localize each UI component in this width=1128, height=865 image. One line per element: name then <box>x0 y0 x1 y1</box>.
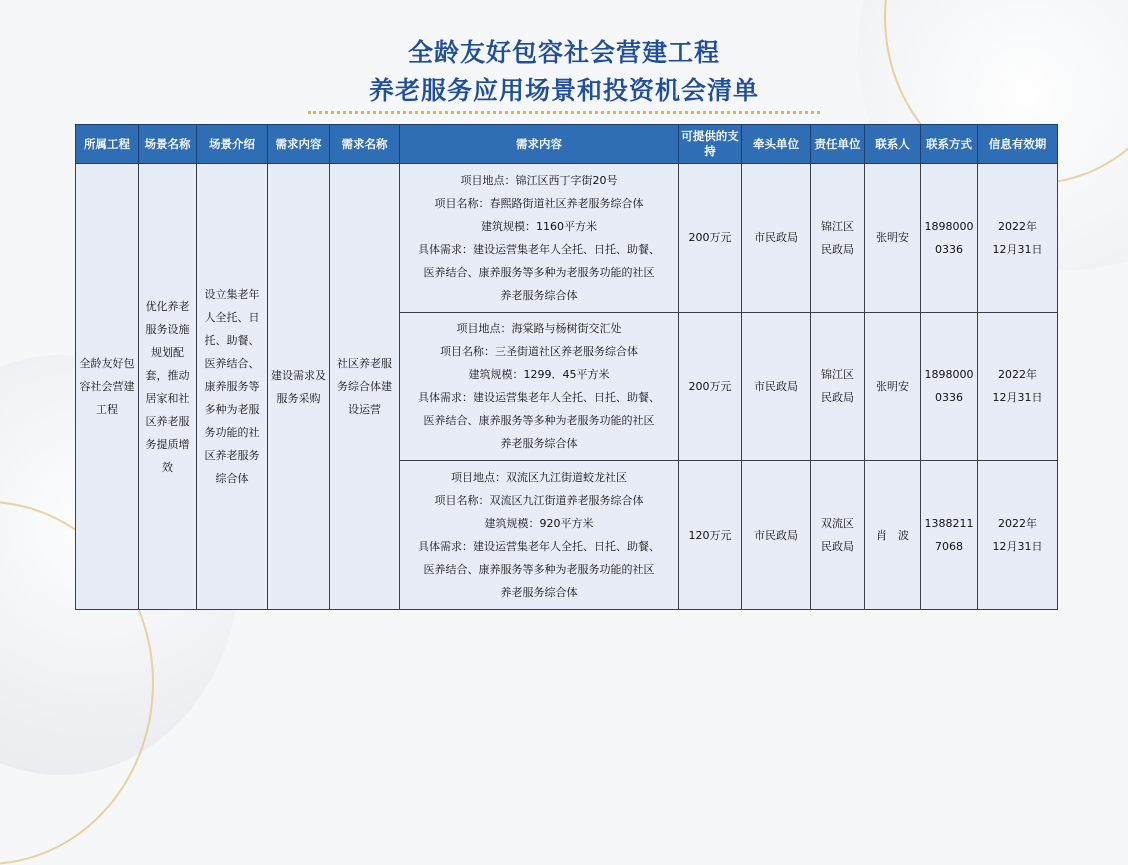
resp-unit-line: 民政局 <box>821 391 854 405</box>
support-cell: 200万元 <box>679 164 742 313</box>
scene-name-cell: 优化养老服务设施规划配套，推动居家和社区养老服务提质增效 <box>139 164 197 610</box>
phone-line: 1898000 <box>924 219 974 233</box>
header-scene-name: 场景名称 <box>139 125 197 164</box>
lead-unit-cell: 市民政局 <box>742 461 811 610</box>
title-line-2: 养老服务应用场景和投资机会清单 <box>368 76 759 105</box>
project-cell: 全龄友好包容社会营建工程 <box>76 164 139 610</box>
req-line: 建筑规模：1299．45平方米 <box>468 368 610 382</box>
phone-cell <box>921 164 978 313</box>
contact-cell: 张明安 <box>865 164 921 313</box>
req-line: 项目名称：三圣街道社区养老服务综合体 <box>440 345 638 359</box>
title-line-1: 全龄友好包容社会营建工程 <box>407 38 720 67</box>
requirement-detail-cell <box>400 164 679 313</box>
requirement-detail-cell <box>400 461 679 610</box>
phone-line: 1898000 <box>924 368 974 382</box>
resp-unit-cell <box>811 312 865 461</box>
phone-cell <box>921 461 978 610</box>
phone-line: 0336 <box>935 391 963 405</box>
table-row <box>76 164 1058 313</box>
support-cell: 120万元 <box>679 461 742 610</box>
resp-unit-line: 民政局 <box>821 242 854 256</box>
req-line: 医养结合、康养服务等多种为老服务功能的社区 <box>423 563 655 577</box>
req-line: 项目地点：锦江区西丁字街20号 <box>460 173 618 187</box>
resp-unit-cell <box>811 164 865 313</box>
req-line: 建筑规模：1160平方米 <box>481 219 597 233</box>
header-resp-unit: 责任单位 <box>811 125 865 164</box>
req-line: 具体需求：建设运营集老年人全托、日托、助餐、 <box>418 540 660 554</box>
header-demand-detail: 需求内容 <box>400 125 679 164</box>
title-underline <box>308 111 820 114</box>
req-line: 项目名称：双流区九江街道养老服务综合体 <box>434 494 644 508</box>
req-line: 项目名称：春熙路街道社区养老服务综合体 <box>434 196 644 210</box>
header-scene-intro: 场景介绍 <box>197 125 268 164</box>
contact-cell: 张明安 <box>865 312 921 461</box>
req-line: 养老服务综合体 <box>500 586 578 600</box>
resp-unit-cell <box>811 461 865 610</box>
header-demand-name: 需求名称 <box>330 125 400 164</box>
req-line: 项目地点：海棠路与杨树街交汇处 <box>456 322 622 336</box>
req-line: 医养结合、康养服务等多种为老服务功能的社区 <box>423 265 655 279</box>
contact-cell: 肖 波 <box>865 461 921 610</box>
demand-content-cell: 建设需求及服务采购 <box>268 164 330 610</box>
page-title <box>0 34 1128 110</box>
requirement-detail-cell <box>400 312 679 461</box>
req-line: 具体需求：建设运营集老年人全托、日托、助餐、 <box>418 391 660 405</box>
req-line: 养老服务综合体 <box>500 437 578 451</box>
validity-line: 2022年 <box>998 368 1037 382</box>
validity-cell <box>978 312 1058 461</box>
header-demand-content: 需求内容 <box>268 125 330 164</box>
phone-line: 7068 <box>935 540 963 554</box>
demand-name-cell: 社区养老服务综合体建设运营 <box>330 164 400 610</box>
req-line: 建筑规模：920平方米 <box>484 517 594 531</box>
validity-line: 2022年 <box>998 517 1037 531</box>
resp-unit-line: 锦江区 <box>821 219 854 233</box>
table-header-row <box>76 125 1058 164</box>
header-contact: 联系人 <box>865 125 921 164</box>
header-support: 可提供的支持 <box>679 125 742 164</box>
resp-unit-line: 民政局 <box>821 540 854 554</box>
header-phone: 联系方式 <box>921 125 978 164</box>
header-lead-unit: 牵头单位 <box>742 125 811 164</box>
req-line: 具体需求：建设运营集老年人全托、日托、助餐、 <box>418 242 660 256</box>
validity-cell <box>978 164 1058 313</box>
lead-unit-cell: 市民政局 <box>742 312 811 461</box>
phone-line: 1388211 <box>924 517 974 531</box>
opportunity-table <box>75 124 1058 610</box>
resp-unit-line: 双流区 <box>821 517 854 531</box>
validity-cell <box>978 461 1058 610</box>
scene-intro-cell: 设立集老年人全托、日托、助餐、医养结合、康养服务等多种为老服务功能的社区养老服务综合体 <box>197 164 268 610</box>
validity-line: 12月31日 <box>992 540 1043 554</box>
validity-line: 2022年 <box>998 219 1037 233</box>
phone-cell <box>921 312 978 461</box>
header-validity: 信息有效期 <box>978 125 1058 164</box>
validity-line: 12月31日 <box>992 242 1043 256</box>
support-cell: 200万元 <box>679 312 742 461</box>
req-line: 养老服务综合体 <box>500 288 578 302</box>
resp-unit-line: 锦江区 <box>821 368 854 382</box>
phone-line: 0336 <box>935 242 963 256</box>
header-project: 所属工程 <box>76 125 139 164</box>
req-line: 项目地点：双流区九江街道蛟龙社区 <box>451 471 627 485</box>
validity-line: 12月31日 <box>992 391 1043 405</box>
lead-unit-cell: 市民政局 <box>742 164 811 313</box>
req-line: 医养结合、康养服务等多种为老服务功能的社区 <box>423 414 655 428</box>
